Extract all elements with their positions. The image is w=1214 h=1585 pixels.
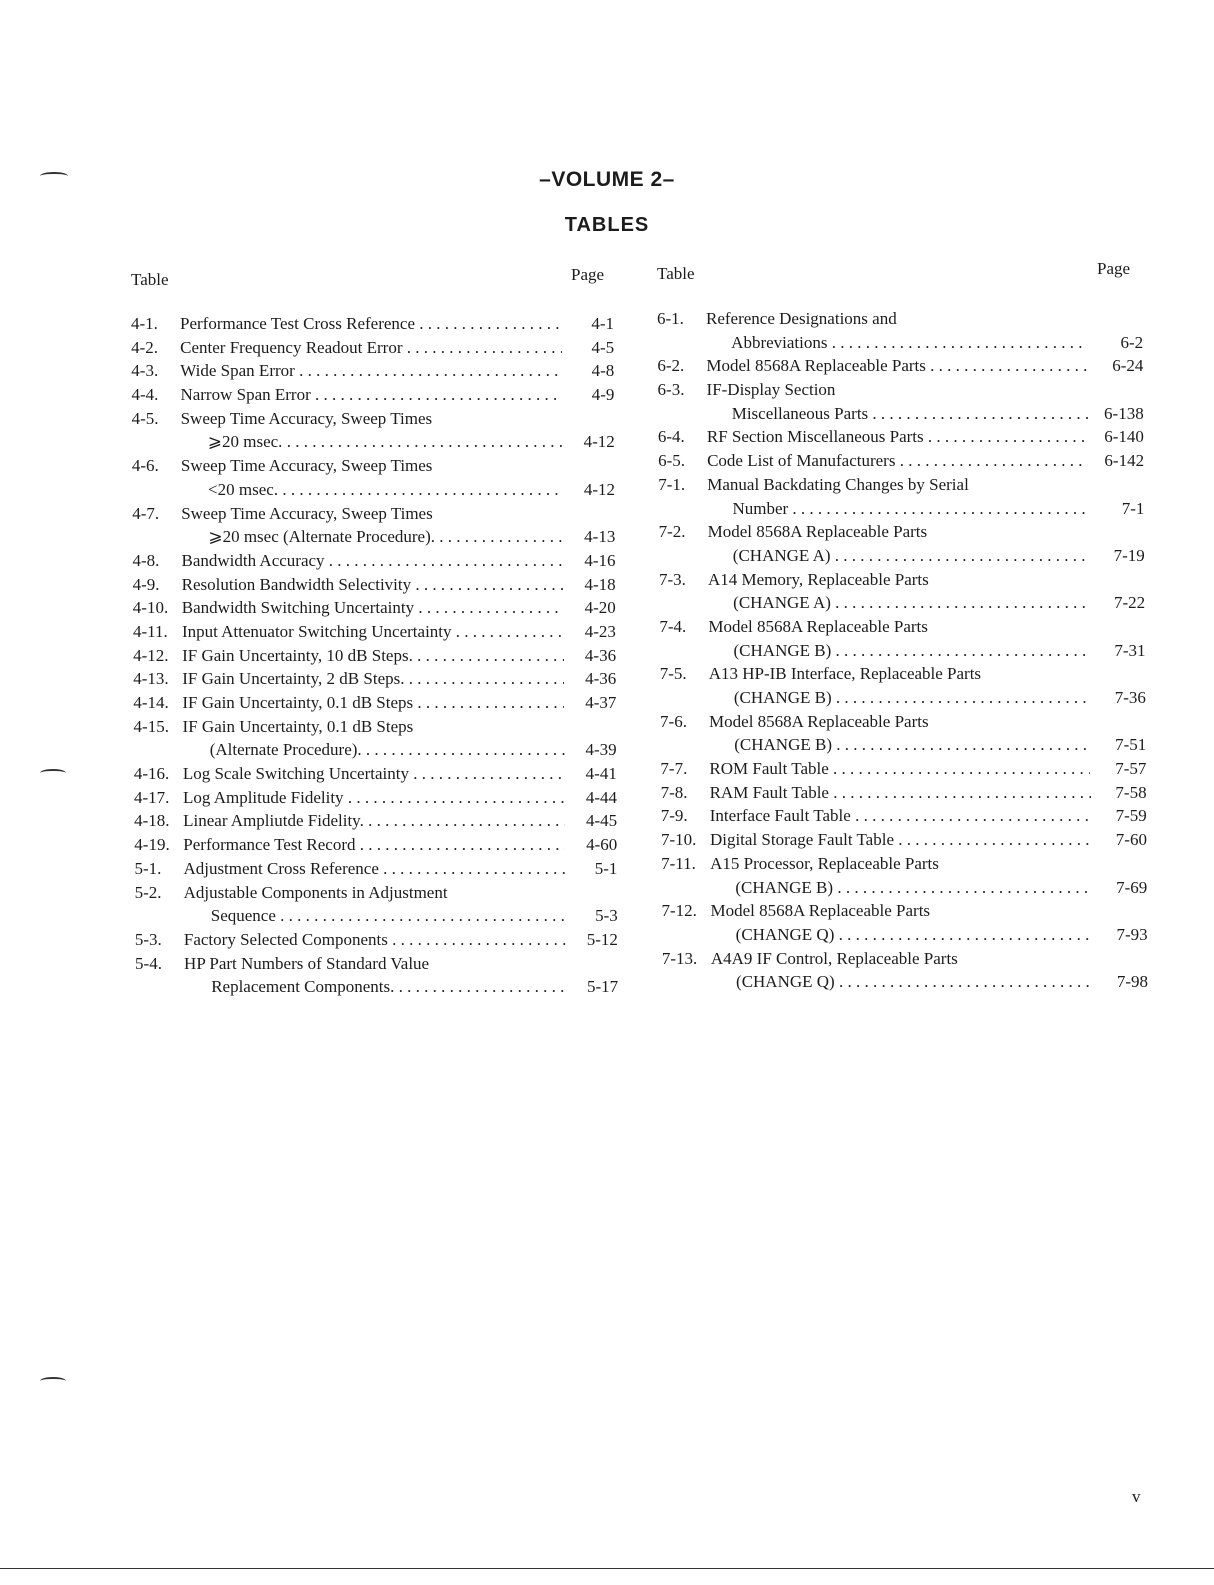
toc-entry-title: ROM Fault Table . . . bbox=[709, 757, 1096, 781]
toc-entry-line bbox=[657, 307, 1143, 331]
toc-entry-line bbox=[658, 425, 1144, 449]
toc-entry-page: 6-138 bbox=[1088, 402, 1144, 426]
toc-entry-number: 4-5. bbox=[131, 408, 159, 428]
toc-entry-number: 6-5. bbox=[658, 451, 685, 471]
toc-entry-page: 4-1 bbox=[562, 312, 614, 336]
toc-entry-number: 6-1. bbox=[657, 309, 684, 328]
toc-entry-title: Interface Fault Table . . . bbox=[710, 804, 1097, 828]
toc-entry-number: 4-3. bbox=[131, 361, 159, 381]
toc-entry-number: 7-9. bbox=[660, 806, 688, 826]
toc-entry-page: 7-60 bbox=[1091, 828, 1147, 852]
toc-entry-line bbox=[135, 952, 618, 976]
toc-entry-number: 4-10. bbox=[132, 598, 169, 618]
toc-entry-line bbox=[661, 852, 1147, 876]
toc-entry-page: 4-13 bbox=[563, 525, 615, 549]
toc-entry-title: (Alternate Procedure). . . . bbox=[210, 738, 571, 762]
toc-entry-line bbox=[662, 970, 1148, 994]
toc-entry-title: Linear Ampliutde Fidelity. . . . bbox=[183, 809, 571, 833]
toc-entry-title: Factory Selected Components . . . bbox=[184, 928, 572, 952]
toc-entry-title: Code List of Manufacturers . . . bbox=[707, 449, 1094, 473]
toc-entry-title: Manual Backdating Changes by Serial bbox=[707, 474, 969, 494]
toc-entry-page: 7-93 bbox=[1092, 923, 1148, 947]
toc-entry-line bbox=[662, 899, 1148, 923]
toc-entry-title: Sweep Time Accuracy, Sweep Times bbox=[180, 408, 433, 428]
toc-entry-page: 4-39 bbox=[565, 738, 617, 762]
toc-entry-page: 7-1 bbox=[1088, 497, 1144, 521]
toc-entry-title: (CHANGE B) . . . bbox=[734, 639, 1096, 663]
toc-entry-title: Miscellaneous Parts . . . bbox=[732, 402, 1094, 426]
toc-entry-number: 4-9. bbox=[132, 574, 160, 594]
toc-entry-title: Wide Span Error . . . bbox=[180, 359, 568, 383]
toc-entry-title: Bandwidth Switching Uncertainty . . . bbox=[182, 596, 570, 620]
toc-entry-title: Performance Test Cross Reference . . . bbox=[180, 312, 568, 336]
toc-entry-title: (CHANGE B) . . . bbox=[734, 686, 1096, 710]
toc-entry-line bbox=[658, 449, 1144, 473]
toc-entry-number: 4-16. bbox=[133, 764, 170, 784]
toc-entry-page: 6-24 bbox=[1087, 354, 1143, 378]
toc-entry-title: Digital Storage Fault Table . . . bbox=[710, 828, 1097, 852]
toc-entry-page: 6-142 bbox=[1088, 449, 1144, 473]
toc-entry-page: 4-5 bbox=[562, 336, 614, 360]
toc-entry-title: A15 Processor, Replaceable Parts bbox=[710, 853, 939, 873]
toc-entry-title: Model 8568A Replaceable Parts bbox=[709, 711, 929, 731]
left-toc-column bbox=[131, 312, 619, 999]
toc-entry-line bbox=[132, 525, 615, 549]
toc-entry-line bbox=[660, 733, 1146, 757]
toc-entry-line bbox=[658, 497, 1144, 521]
toc-entry-number: 6-2. bbox=[657, 356, 685, 376]
toc-entry-line bbox=[134, 857, 617, 881]
toc-entry-number: 4-13. bbox=[133, 669, 169, 689]
toc-entry-title: Performance Test Record . . . bbox=[183, 833, 571, 857]
toc-entry-title: ⩾20 msec (Alternate Procedure). . . . bbox=[208, 525, 569, 549]
toc-entry-title: HP Part Numbers of Standard Value bbox=[184, 953, 430, 973]
toc-entry-page: 4-16 bbox=[564, 549, 616, 573]
toc-entry-number: 4-7. bbox=[132, 503, 160, 523]
toc-entry-line bbox=[135, 904, 618, 928]
toc-entry-page: 4-18 bbox=[564, 573, 616, 597]
toc-entry-number: 4-19. bbox=[134, 835, 170, 855]
toc-entry-line bbox=[133, 620, 616, 644]
toc-entry-page: 4-9 bbox=[562, 383, 614, 407]
toc-entry-number: 7-11. bbox=[661, 853, 696, 873]
toc-entry-line bbox=[131, 383, 614, 407]
toc-entry-page: 4-45 bbox=[565, 809, 617, 833]
toc-entry-line bbox=[660, 757, 1146, 781]
toc-entry-title: Input Attenuator Switching Uncertainty . . . bbox=[182, 620, 570, 644]
right-table-header: Table bbox=[657, 264, 695, 283]
toc-entry-number: 4-15. bbox=[133, 716, 169, 736]
toc-entry-page: 6-140 bbox=[1088, 425, 1144, 449]
toc-entry-number: 5-2. bbox=[134, 882, 162, 902]
toc-entry-page: 7-19 bbox=[1089, 544, 1145, 568]
toc-entry-page: 4-12 bbox=[563, 478, 615, 502]
toc-entry-title: Sweep Time Accuracy, Sweep Times bbox=[180, 456, 433, 476]
toc-entry-title: Abbreviations . . . bbox=[731, 331, 1093, 355]
toc-entry-title: Model 8568A Replaceable Parts bbox=[708, 616, 928, 636]
toc-entry-title: Model 8568A Replaceable Parts bbox=[707, 522, 928, 542]
toc-entry-line bbox=[659, 591, 1145, 615]
toc-entry-page: 5-12 bbox=[566, 928, 618, 952]
toc-entry-page: 5-1 bbox=[565, 857, 617, 881]
toc-entry-page: 7-58 bbox=[1091, 781, 1147, 805]
toc-entry-line bbox=[132, 454, 615, 478]
toc-entry-line bbox=[133, 667, 616, 691]
toc-entry-number: 7-13. bbox=[661, 948, 698, 968]
toc-entry-line bbox=[135, 975, 618, 999]
toc-entry-page: 4-60 bbox=[565, 833, 617, 857]
toc-entry-number: 4-12. bbox=[133, 645, 169, 665]
toc-entry-line bbox=[133, 573, 616, 597]
toc-entry-number: 6-4. bbox=[657, 427, 685, 447]
toc-entry-line bbox=[133, 644, 616, 668]
toc-entry-title: (CHANGE A) . . . bbox=[733, 591, 1095, 615]
toc-entry-title: IF-Display Section bbox=[706, 380, 836, 400]
toc-entry-page: 4-36 bbox=[564, 667, 616, 691]
toc-entry-line bbox=[135, 928, 618, 952]
toc-entry-line bbox=[657, 354, 1143, 378]
toc-entry-number: 7-8. bbox=[660, 782, 688, 802]
volume-heading: –VOLUME 2– bbox=[539, 168, 675, 191]
toc-entry-number: 7-2. bbox=[658, 522, 686, 542]
toc-entry-title: Sequence . . . bbox=[211, 904, 572, 928]
left-table-header: Table bbox=[131, 270, 169, 289]
toc-entry-line bbox=[660, 639, 1146, 663]
toc-entry-number: 4-11. bbox=[132, 621, 168, 641]
page-number: v bbox=[1132, 1487, 1141, 1506]
toc-entry-title: RAM Fault Table . . . bbox=[710, 781, 1097, 805]
toc-entry-line bbox=[657, 331, 1143, 355]
toc-entry-number: 6-3. bbox=[657, 380, 685, 400]
margin-mark-middle bbox=[40, 769, 66, 777]
toc-entry-number: 4-14. bbox=[133, 693, 169, 712]
toc-entry-page: 7-59 bbox=[1091, 804, 1147, 828]
toc-entry-title: (CHANGE Q) . . . bbox=[736, 970, 1098, 994]
toc-entry-number: 4-6. bbox=[131, 456, 159, 476]
toc-entry-line bbox=[662, 947, 1148, 971]
toc-entry-line bbox=[659, 568, 1145, 592]
toc-entry-page: 4-37 bbox=[564, 691, 616, 715]
toc-entry-title: Adjustable Components in Adjustment bbox=[183, 882, 448, 902]
toc-entry-number: 7-5. bbox=[659, 664, 687, 684]
toc-entry-title: IF Gain Uncertainty, 0.1 dB Steps bbox=[182, 716, 414, 736]
toc-entry-page: 5-3 bbox=[566, 904, 618, 928]
right-page-header: Page bbox=[1097, 259, 1131, 278]
toc-entry-title: Adjustment Cross Reference . . . bbox=[183, 857, 571, 881]
toc-entry-line bbox=[661, 781, 1147, 805]
toc-entry-title: IF Gain Uncertainty, 0.1 dB Steps . . . bbox=[182, 691, 570, 715]
toc-entry-title: Narrow Span Error . . . bbox=[180, 383, 568, 407]
toc-entry-number: 7-3. bbox=[658, 569, 686, 589]
toc-entry-page: 7-51 bbox=[1090, 733, 1146, 757]
toc-entry-line bbox=[134, 786, 617, 810]
toc-entry-title: IF Gain Uncertainty, 2 dB Steps. . . . bbox=[182, 667, 570, 691]
toc-entry-title: ⩾20 msec. . . . bbox=[208, 430, 569, 454]
toc-entry-line bbox=[131, 359, 614, 383]
toc-entry-title: (CHANGE A) . . . bbox=[733, 544, 1095, 568]
toc-entry-line bbox=[134, 715, 617, 739]
toc-entry-number: 7-1. bbox=[658, 474, 686, 494]
toc-entry-number: 7-6. bbox=[660, 711, 687, 731]
toc-entry-line bbox=[134, 738, 617, 762]
toc-entry-title: A14 Memory, Replaceable Parts bbox=[707, 569, 929, 589]
toc-entry-line bbox=[659, 615, 1145, 639]
toc-entry-title: <20 msec. . . . bbox=[208, 478, 569, 502]
toc-entry-line bbox=[659, 544, 1145, 568]
toc-entry-title: Center Frequency Readout Error . . . bbox=[180, 336, 568, 360]
toc-entry-page: 6-2 bbox=[1087, 331, 1143, 355]
toc-entry-page: 4-20 bbox=[564, 596, 616, 620]
toc-entry-line bbox=[131, 336, 614, 360]
toc-entry-title: Model 8568A Replaceable Parts . . . bbox=[706, 354, 1093, 378]
toc-entry-line bbox=[135, 881, 618, 905]
toc-entry-page: 4-12 bbox=[563, 430, 615, 454]
toc-entry-title: (CHANGE B) . . . bbox=[735, 876, 1097, 900]
toc-entry-title: Log Scale Switching Uncertainty . . . bbox=[183, 762, 571, 786]
toc-entry-line bbox=[658, 473, 1144, 497]
toc-entry-number: 5-3. bbox=[134, 929, 162, 949]
toc-entry-title: IF Gain Uncertainty, 10 dB Steps. . . . bbox=[182, 644, 570, 668]
toc-entry-page: 4-44 bbox=[565, 786, 617, 810]
toc-entry-title: (CHANGE Q) . . . bbox=[736, 923, 1098, 947]
toc-entry-line bbox=[132, 407, 615, 431]
toc-entry-page: 4-41 bbox=[565, 762, 617, 786]
toc-entry-page: 7-22 bbox=[1089, 591, 1145, 615]
bottom-rule bbox=[0, 1568, 1214, 1569]
toc-entry-line bbox=[133, 549, 616, 573]
margin-mark-bottom bbox=[40, 1377, 66, 1385]
toc-entry-title: A13 HP-IB Interface, Replaceable Parts bbox=[708, 664, 982, 684]
toc-entry-line bbox=[661, 828, 1147, 852]
toc-entry-title: Replacement Components. . . . bbox=[211, 975, 572, 999]
toc-entry-line bbox=[661, 804, 1147, 828]
toc-entry-number: 5-4. bbox=[135, 953, 162, 973]
toc-entry-line bbox=[660, 662, 1146, 686]
toc-entry-page: 7-57 bbox=[1090, 757, 1146, 781]
toc-entry-number: 7-10. bbox=[660, 830, 697, 850]
toc-entry-number: 4-18. bbox=[134, 811, 170, 831]
toc-entry-page: 4-23 bbox=[564, 620, 616, 644]
toc-entry-title: RF Section Miscellaneous Parts . . . bbox=[707, 425, 1094, 449]
toc-entry-line bbox=[661, 876, 1147, 900]
toc-entry-line bbox=[132, 502, 615, 526]
toc-entry-line bbox=[134, 833, 617, 857]
left-page-header: Page bbox=[571, 265, 605, 284]
toc-entry-title: Log Amplitude Fidelity . . . bbox=[183, 786, 571, 810]
toc-entry-title: (CHANGE B) . . . bbox=[734, 733, 1096, 757]
page-title: TABLES bbox=[564, 214, 650, 236]
toc-entry-line bbox=[660, 686, 1146, 710]
toc-entry-line bbox=[658, 378, 1144, 402]
toc-entry-title: Reference Designations and bbox=[706, 309, 897, 328]
toc-entry-title: Model 8568A Replaceable Parts bbox=[710, 901, 931, 921]
toc-entry-line bbox=[132, 430, 615, 454]
toc-entry-number: 4-17. bbox=[134, 787, 170, 807]
toc-entry-page: 7-98 bbox=[1092, 970, 1148, 994]
toc-entry-page: 4-8 bbox=[562, 359, 614, 383]
toc-entry-number: 4-2. bbox=[131, 337, 159, 357]
toc-entry-page: 7-69 bbox=[1091, 876, 1147, 900]
toc-entry-page: 7-36 bbox=[1090, 686, 1146, 710]
toc-entry-number: 4-8. bbox=[132, 550, 160, 570]
toc-entry-page: 4-36 bbox=[564, 644, 616, 668]
toc-entry-page: 7-31 bbox=[1090, 639, 1146, 663]
toc-entry-number: 7-4. bbox=[659, 616, 687, 636]
margin-mark-top bbox=[40, 172, 68, 180]
toc-entry-line bbox=[134, 809, 617, 833]
toc-entry-line bbox=[662, 923, 1148, 947]
toc-entry-line bbox=[134, 762, 617, 786]
toc-entry-number: 7-7. bbox=[660, 759, 688, 779]
toc-entry-number: 7-12. bbox=[661, 901, 697, 921]
toc-entry-page: 5-17 bbox=[566, 975, 618, 999]
right-toc-column bbox=[657, 307, 1149, 994]
toc-entry-number: 5-1. bbox=[134, 858, 162, 878]
toc-entry-line bbox=[133, 691, 616, 715]
toc-entry-number: 4-4. bbox=[131, 385, 159, 405]
toc-entry-title: Resolution Bandwidth Selectivity . . . bbox=[182, 573, 570, 597]
toc-entry-line bbox=[659, 520, 1145, 544]
toc-entry-title: Number . . . bbox=[732, 497, 1094, 521]
toc-entry-number: 4-1. bbox=[131, 314, 158, 333]
toc-entry-line bbox=[133, 596, 616, 620]
toc-entry-line bbox=[132, 478, 615, 502]
toc-entry-line bbox=[660, 710, 1146, 734]
toc-entry-line bbox=[658, 402, 1144, 426]
toc-entry-title: Sweep Time Accuracy, Sweep Times bbox=[181, 503, 433, 523]
toc-entry-line bbox=[131, 312, 614, 336]
toc-entry-title: Bandwidth Accuracy . . . bbox=[182, 549, 570, 573]
toc-entry-title: A4A9 IF Control, Replaceable Parts bbox=[710, 948, 958, 968]
